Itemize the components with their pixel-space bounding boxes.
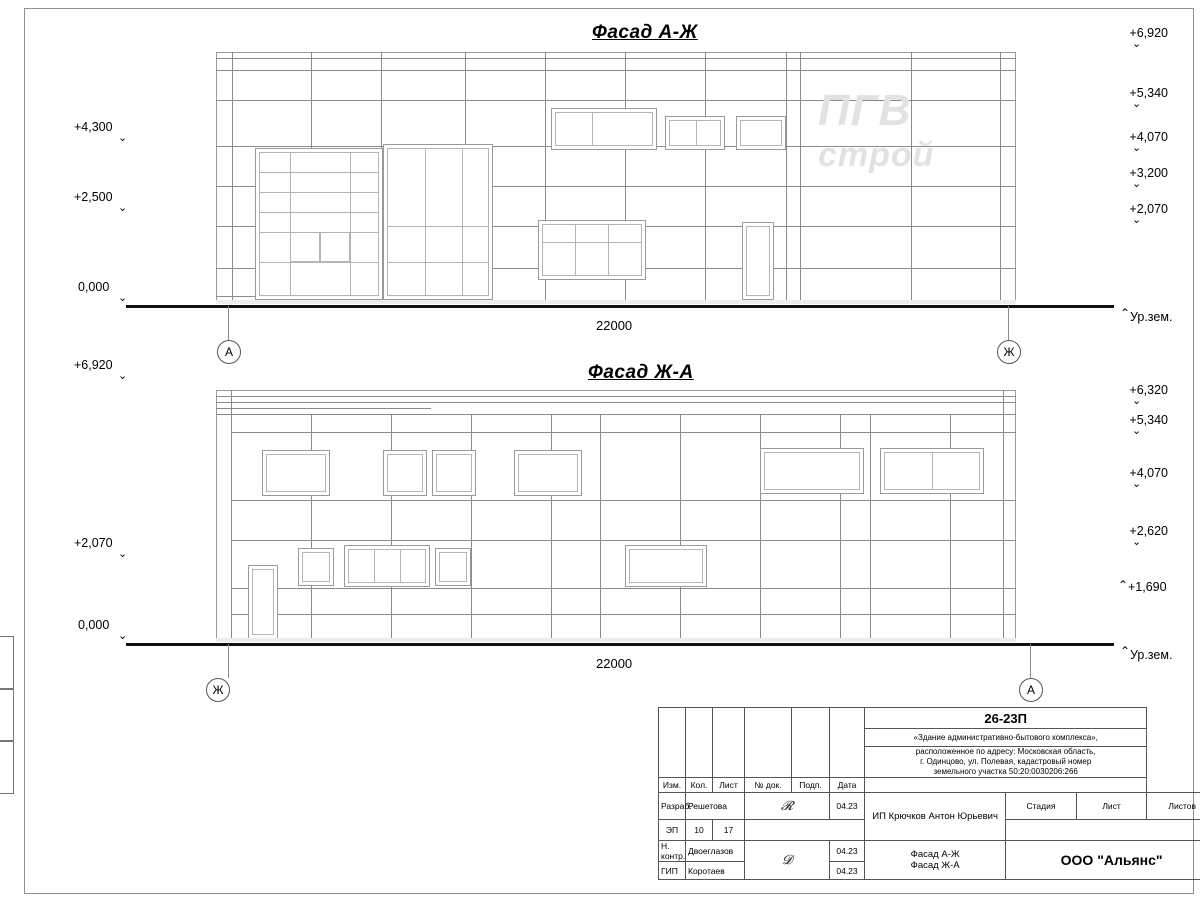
level-value: 0,000 bbox=[78, 618, 110, 632]
level-value: +5,340 bbox=[1129, 413, 1168, 427]
ground-level-label: Ур.зем. bbox=[1130, 310, 1173, 324]
axis-bubble-left: Ж bbox=[206, 678, 230, 702]
column-header-data: Дата bbox=[830, 778, 865, 793]
sheet-value: 10 bbox=[686, 820, 713, 841]
column-header-doc: № док. bbox=[745, 778, 792, 793]
level-mark: +6,920 ⌄ bbox=[1090, 26, 1168, 48]
role-label-nkontr: Н. контр. bbox=[659, 841, 686, 862]
level-mark: +5,340 ⌄ bbox=[1090, 413, 1168, 435]
ground-level-mark-icon: ⌃ bbox=[1120, 644, 1131, 658]
facade-1-title: Фасад А-Ж bbox=[592, 22, 698, 43]
facade-1-ground-line bbox=[126, 305, 1114, 308]
title-block bbox=[658, 707, 1200, 887]
level-mark: 0,000 ⌄ bbox=[78, 280, 128, 304]
level-mark: +2,070 ⌄ bbox=[1090, 202, 1168, 224]
level-value: +4,070 bbox=[1129, 130, 1168, 144]
date-razrab: 04.23 bbox=[830, 793, 865, 820]
level-value: +3,200 bbox=[1129, 166, 1168, 180]
level-value: +6,920 bbox=[74, 358, 113, 372]
level-value: +6,320 bbox=[1129, 383, 1168, 397]
level-mark: +6,320 ⌄ bbox=[1090, 383, 1168, 405]
name-gip: Коротаев bbox=[686, 862, 745, 880]
level-value: +1,690 bbox=[1128, 580, 1167, 594]
level-mark: +4,070 ⌄ bbox=[1090, 466, 1168, 488]
name-razrab: Решетова bbox=[686, 793, 745, 820]
frame-fragment-1 bbox=[0, 636, 14, 690]
stage-value: ЭП bbox=[659, 820, 686, 841]
frame-fragment-3 bbox=[0, 740, 14, 794]
facade-2-title: Фасад Ж-А bbox=[588, 362, 694, 383]
level-mark-icon: ⌃ bbox=[1118, 578, 1129, 592]
sheet-name-line-1: Фасад А-Ж bbox=[910, 849, 960, 860]
axis-bubble-right: Ж bbox=[997, 340, 1021, 364]
object-description-line-34 bbox=[865, 757, 1147, 778]
column-header-podp: Подп. bbox=[792, 778, 830, 793]
level-mark: +4,070 ⌄ bbox=[1090, 130, 1168, 152]
date-nkontr: 04.23 bbox=[830, 841, 865, 862]
level-value: +2,070 bbox=[74, 536, 113, 550]
object-description-line-3: г. Одинцово, ул. Полевая, кадастровый номер bbox=[920, 757, 1092, 766]
stage-header: Стадия bbox=[1006, 793, 1077, 820]
signature-nkontr: 𝓓 bbox=[745, 841, 830, 880]
level-mark: 0,000 ⌄ bbox=[78, 618, 128, 642]
sheet-name bbox=[865, 841, 1006, 880]
role-label-razrab: Разраб. bbox=[659, 793, 686, 820]
name-nkontr: Двоеглазов bbox=[686, 841, 745, 862]
project-code: 26-23П bbox=[865, 708, 1147, 729]
object-description-line-1: «Здание административно-бытового комплекса», bbox=[865, 729, 1147, 747]
level-mark: +3,200 ⌄ bbox=[1090, 166, 1168, 188]
object-description-line-2: расположенное по адресу: Московская область, bbox=[865, 747, 1147, 758]
ground-level-mark-icon: ⌃ bbox=[1120, 306, 1131, 320]
date-gip: 04.23 bbox=[830, 862, 865, 880]
axis-bubble-left: А bbox=[217, 340, 241, 364]
level-mark bbox=[1128, 580, 1167, 594]
level-value: 0,000 bbox=[78, 280, 110, 294]
ground-level-label: Ур.зем. bbox=[1130, 648, 1173, 662]
sheets-header: Листов bbox=[1147, 793, 1200, 820]
column-header-list: Лист bbox=[713, 778, 745, 793]
level-mark: +6,920 ⌄ bbox=[74, 358, 128, 382]
level-mark: +5,340 ⌄ bbox=[1090, 86, 1168, 108]
object-description-line-4: земельного участка 50:20:0030206:266 bbox=[933, 767, 1078, 776]
sheet-name-line-2: Фасад Ж-А bbox=[910, 860, 960, 871]
facade-2-outline bbox=[216, 390, 1016, 642]
sheets-value: 17 bbox=[713, 820, 745, 841]
column-header-kol: Кол. bbox=[686, 778, 713, 793]
axis-bubble-right: А bbox=[1019, 678, 1043, 702]
level-value: +2,070 bbox=[1129, 202, 1168, 216]
level-value: +2,500 bbox=[74, 190, 113, 204]
facade-1-dimension: 22000 bbox=[596, 318, 633, 333]
level-mark: +2,500 ⌄ bbox=[74, 190, 128, 214]
role-label-gip: ГИП bbox=[659, 862, 686, 880]
frame-fragment-2 bbox=[0, 688, 14, 742]
facade-2-dimension: 22000 bbox=[596, 656, 633, 671]
level-value: +5,340 bbox=[1129, 86, 1168, 100]
level-value: +2,620 bbox=[1129, 524, 1168, 538]
level-mark: +2,070 ⌄ bbox=[74, 536, 128, 560]
facade-2-ground-line bbox=[126, 643, 1114, 646]
level-mark: +4,300 ⌄ bbox=[74, 120, 128, 144]
level-value: +4,070 bbox=[1129, 466, 1168, 480]
level-value: +4,300 bbox=[74, 120, 113, 134]
column-header-izm: Изм. bbox=[659, 778, 686, 793]
customer-name: ИП Крючков Антон Юрьевич bbox=[865, 793, 1006, 841]
sheet-header: Лист bbox=[1076, 793, 1147, 820]
level-value: +6,920 bbox=[1129, 26, 1168, 40]
logo-text-top: ПГВ bbox=[818, 86, 912, 135]
organization-name: ООО "Альянс" bbox=[1006, 841, 1200, 880]
level-mark: +2,620 ⌄ bbox=[1090, 524, 1168, 546]
signature-razrab: 𝓡 bbox=[745, 793, 830, 820]
logo-text-bottom: строй bbox=[818, 136, 935, 174]
